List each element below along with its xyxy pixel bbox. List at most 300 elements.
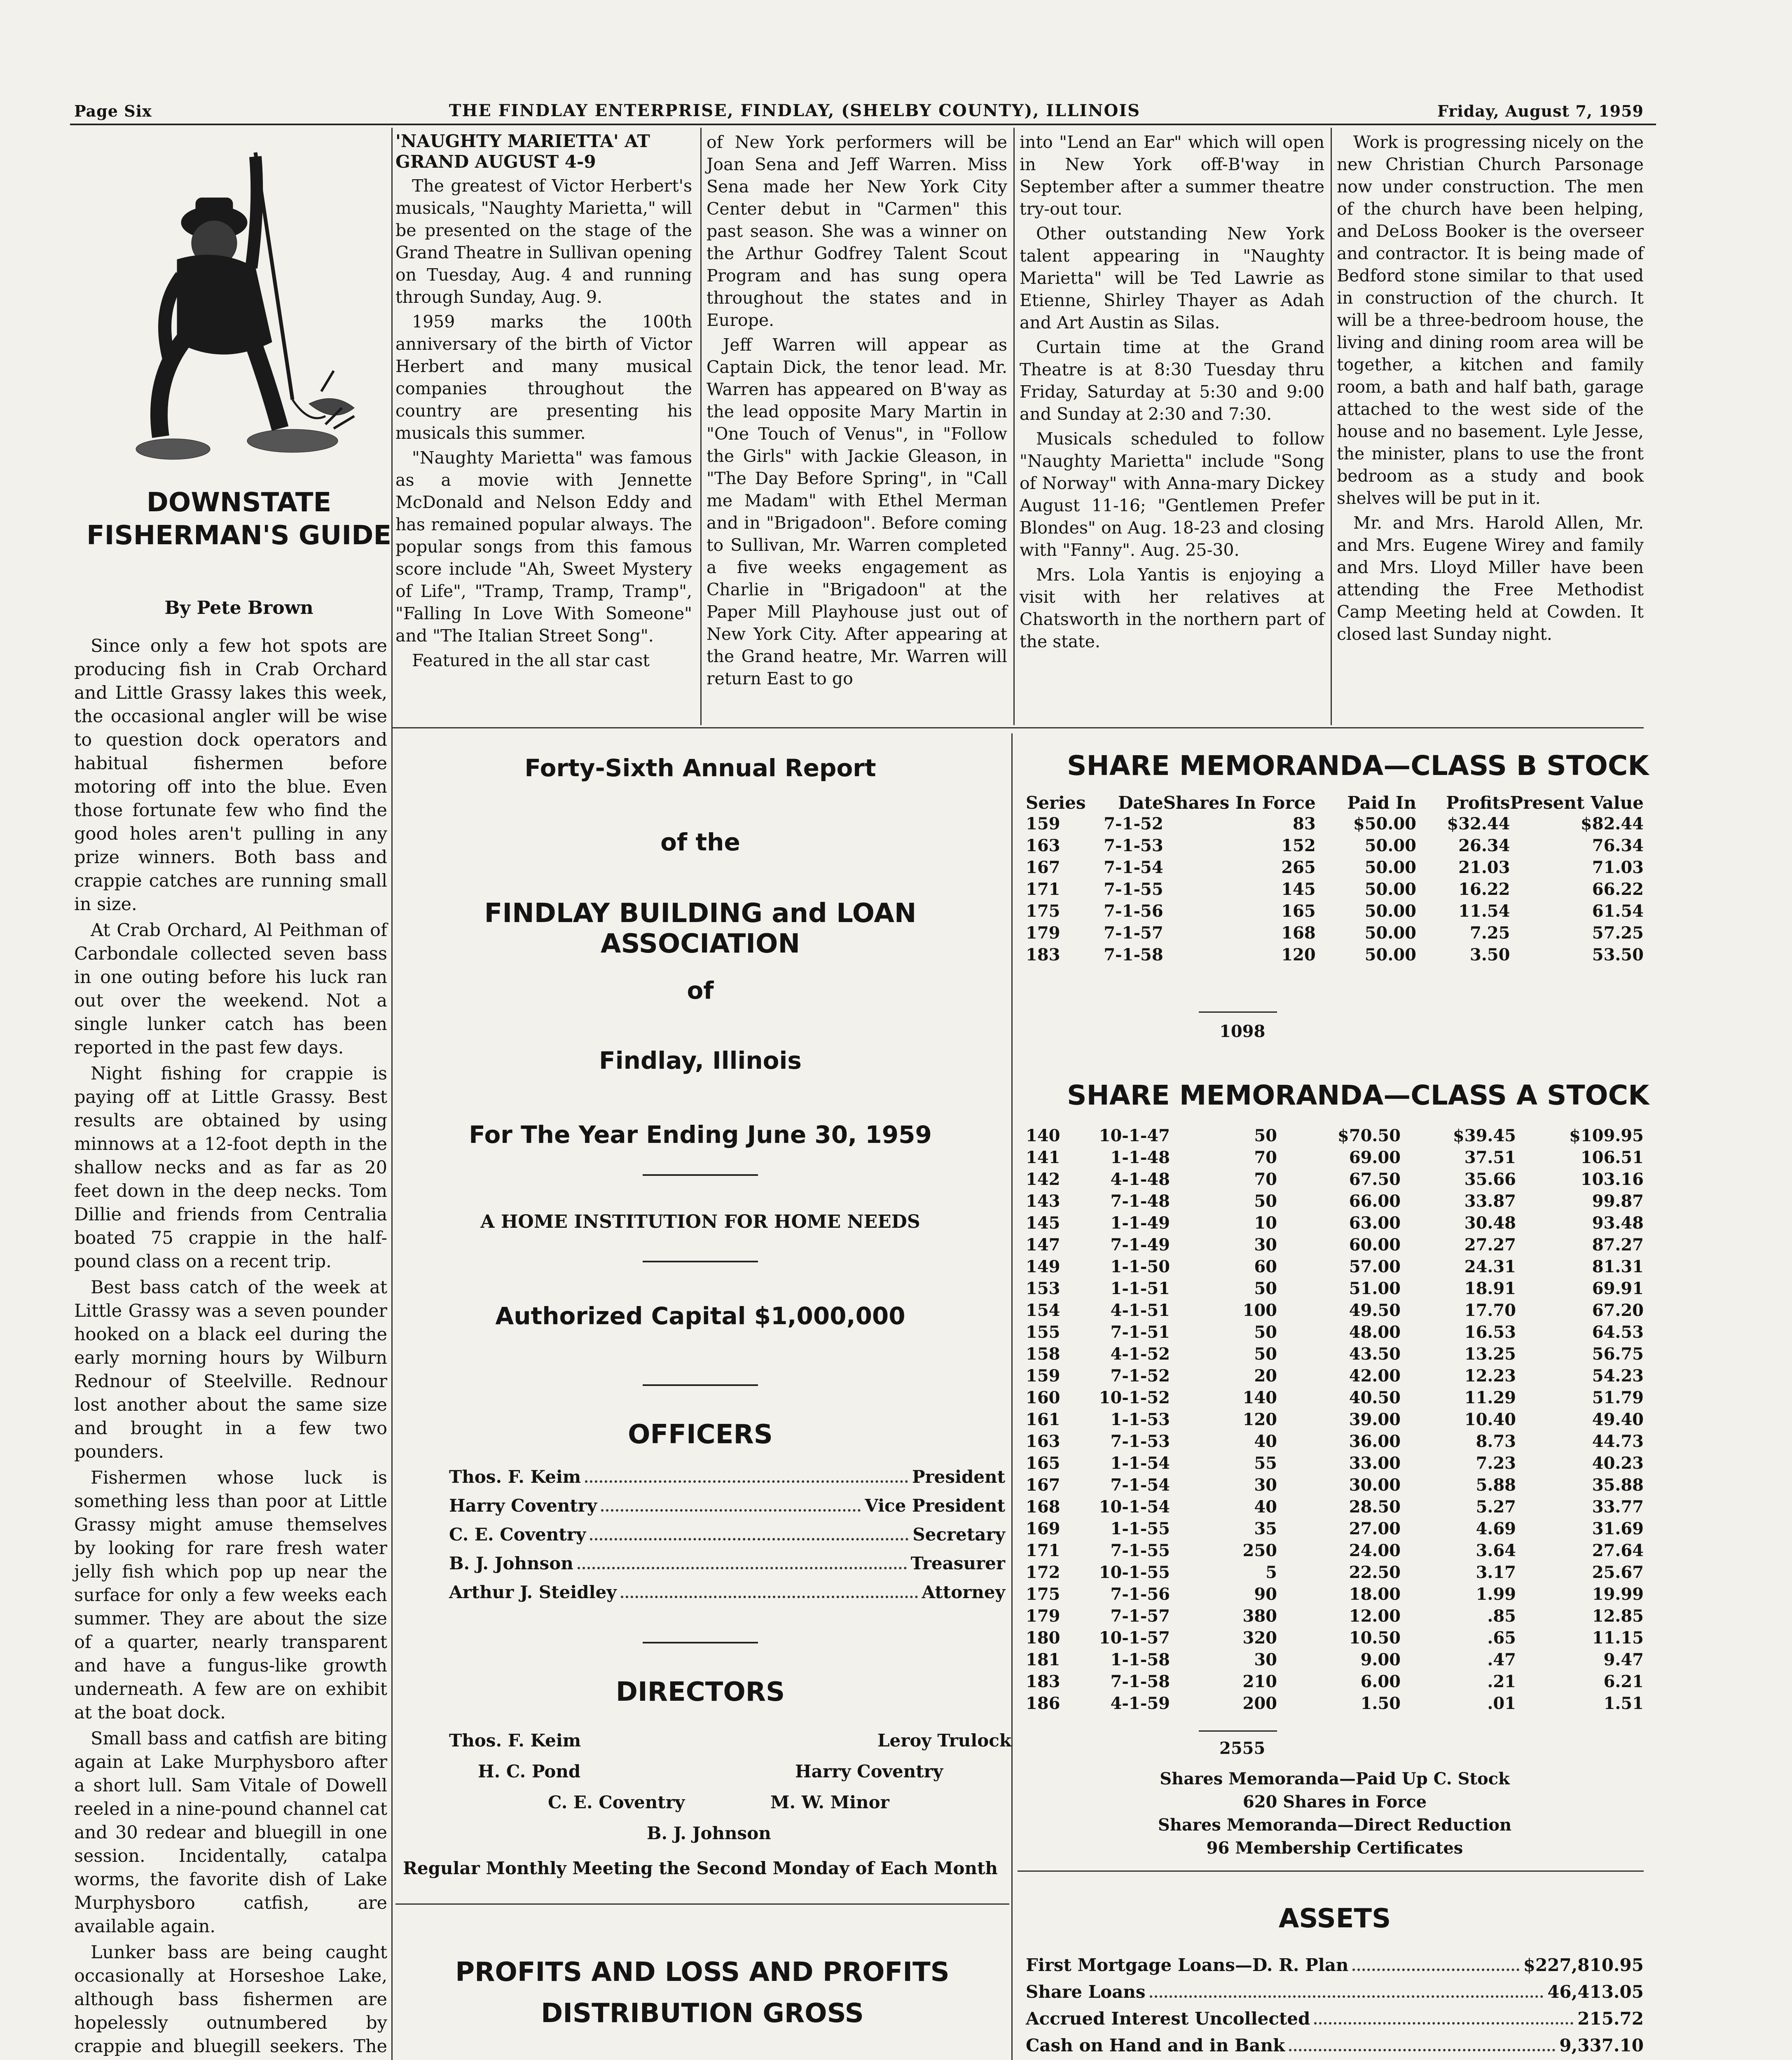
table-cell: 181 <box>1026 1650 1060 1669</box>
table-cell: 154 <box>1026 1301 1060 1320</box>
table-cell: 183 <box>1026 1672 1060 1691</box>
table-row <box>1026 1147 1644 1168</box>
table-cell: 168 <box>1281 923 1316 943</box>
column-rule <box>1331 128 1332 725</box>
table-cell: 40.50 <box>1349 1388 1401 1407</box>
table-cell: .65 <box>1487 1628 1516 1648</box>
table-cell: 16.22 <box>1458 880 1510 899</box>
director-name: M. W. Minor <box>770 1792 889 1812</box>
table-cell: 1-1-48 <box>1110 1148 1170 1167</box>
report-year: For The Year Ending June 30, 1959 <box>469 1121 932 1149</box>
article-paragraph: Night fishing for crappie is paying off at Little Grassy. Best results are obtained by using minnows at a 12-foot depth in the shallow necks and as far as 20 feet down in the deep necks. Tom Dillie and friends from Centralia boated 75 crappie in the half-pound class on a recent trip. <box>74 1063 387 1272</box>
table-cell: 22.50 <box>1349 1563 1401 1582</box>
divider <box>643 1261 758 1262</box>
table-cell: 1-1-49 <box>1110 1213 1170 1233</box>
table-cell: 11.54 <box>1458 901 1510 921</box>
table-cell: 64.53 <box>1592 1323 1644 1342</box>
table-cell: 50.00 <box>1364 945 1416 964</box>
director-name: H. C. Pond <box>478 1761 581 1781</box>
table-cell: 4-1-59 <box>1110 1694 1170 1713</box>
table-row <box>1026 1387 1644 1409</box>
table-cell: 172 <box>1026 1563 1060 1582</box>
memoranda-note: 620 Shares in Force <box>1242 1792 1427 1812</box>
table-cell: 99.87 <box>1592 1192 1644 1211</box>
table-cell: 27.64 <box>1592 1541 1644 1560</box>
profits-title: PROFITS AND LOSS AND PROFITS <box>455 1957 950 1987</box>
table-cell: 10.40 <box>1464 1410 1516 1429</box>
table-cell: 24.31 <box>1464 1257 1516 1276</box>
table-cell: 42.00 <box>1349 1366 1401 1386</box>
article-paragraph: 1959 marks the 100th anniversary of the birth of Victor Herbert and many musical companies throughout the country are presenting his musicals this summer. <box>395 312 692 443</box>
marietta-col-3 <box>1020 131 1324 655</box>
table-cell: 167 <box>1026 1475 1060 1495</box>
table-cell: 61.54 <box>1592 901 1644 921</box>
table-cell: 4-1-48 <box>1110 1170 1170 1189</box>
issue-date: Friday, August 7, 1959 <box>1437 102 1644 120</box>
table-cell: 35 <box>1254 1519 1277 1538</box>
table-cell: 10 <box>1254 1213 1277 1233</box>
table-cell: 50 <box>1254 1323 1277 1342</box>
table-cell: 1-1-55 <box>1110 1519 1170 1538</box>
table-cell: 171 <box>1026 880 1060 899</box>
table-cell: $39.45 <box>1453 1126 1516 1145</box>
row-value: 9,337.10 <box>1559 2035 1644 2055</box>
marietta-headline: 'NAUGHTY MARIETTA' AT GRAND AUGUST 4-9 <box>395 131 650 172</box>
table-cell: 55 <box>1254 1454 1277 1473</box>
table-row <box>1026 857 1644 878</box>
table-row <box>1026 1671 1644 1692</box>
table-row <box>1026 900 1644 922</box>
table-cell: 71.03 <box>1592 858 1644 877</box>
article-paragraph: of New York performers will be Joan Sena and Jeff Warren. Miss Sena made her New York City Center debut in "Carmen" this past season. She was a winner on the Arthur Godfrey Talent Scout Program and has sung opera throughout the states and in Europe. <box>707 132 1007 330</box>
table-cell: 6.21 <box>1603 1672 1644 1691</box>
table-row <box>1026 1649 1644 1671</box>
table-cell: 160 <box>1026 1388 1060 1407</box>
table-cell: 1-1-53 <box>1110 1410 1170 1429</box>
table-cell: 50.00 <box>1364 923 1416 943</box>
report-title: Forty-Sixth Annual Report <box>524 754 876 782</box>
divider <box>643 1384 758 1386</box>
table-cell: 12.00 <box>1349 1606 1401 1626</box>
assets-title: ASSETS <box>1278 1903 1391 1934</box>
table-cell: 200 <box>1242 1694 1277 1713</box>
table-cell: 186 <box>1026 1694 1060 1713</box>
table-cell: 7-1-56 <box>1110 1585 1170 1604</box>
table-cell: 81.31 <box>1592 1257 1644 1276</box>
table-cell: 7-1-55 <box>1110 1541 1170 1560</box>
table-cell: 13.25 <box>1464 1344 1516 1364</box>
table-cell: 11.29 <box>1464 1388 1516 1407</box>
table-cell: 50 <box>1254 1126 1277 1145</box>
table-cell: 60.00 <box>1349 1235 1401 1255</box>
table-cell: 145 <box>1026 1213 1060 1233</box>
director-name: Thos. F. Keim <box>449 1730 581 1751</box>
authorized-capital: Authorized Capital $1,000,000 <box>495 1302 905 1330</box>
table-cell: .21 <box>1487 1672 1516 1691</box>
article-paragraph: Musicals scheduled to follow "Naughty Marietta" include "Song of Norway" with Anna-mary Dickey August 11-16; "Gentlemen Prefer Blondes" on Aug. 18-23 and closing with "Fanny". Aug. 25-30. <box>1020 429 1324 560</box>
table-cell: 7-1-56 <box>1104 901 1163 921</box>
fisherman-illustration <box>78 136 387 478</box>
table-cell: 147 <box>1026 1235 1060 1255</box>
table-row <box>1026 1430 1644 1452</box>
officer-row <box>449 1496 1005 1516</box>
table-cell: 7-1-51 <box>1110 1323 1170 1342</box>
table-cell: 158 <box>1026 1344 1060 1364</box>
table-cell: 1-1-58 <box>1110 1650 1170 1669</box>
table-cell: 66.00 <box>1349 1192 1401 1211</box>
class-b-table <box>1026 791 1644 966</box>
table-cell: 57.25 <box>1592 923 1644 943</box>
article-paragraph: Jeff Warren will appear as Captain Dick, the tenor lead. Mr. Warren has appeared on B'way as the lead opposite Mary Martin in "One Touch of Venus", in "Follow the Girls" with Jackie Gleason, in "The Day Before Spring", in "Call me Madam" with Ethel Merman and in "Brigadoon". Before coming to Sullivan, Mr. Warren completed a five weeks engagement as Charlie in "Brigadoon" at the Paper Mill Playhouse just out of New York City. After appearing at the Grand heatre, Mr. Warren will return East to go <box>707 335 1007 688</box>
table-cell: 10-1-47 <box>1099 1126 1170 1145</box>
table-cell: 163 <box>1026 1432 1060 1451</box>
table-cell: 9.47 <box>1603 1650 1644 1669</box>
table-cell: 24.00 <box>1349 1541 1401 1560</box>
table-cell: 175 <box>1026 901 1060 921</box>
table-cell: 7.25 <box>1470 923 1510 943</box>
director-name: Harry Coventry <box>795 1761 943 1781</box>
officer-name: Arthur J. Steidley <box>449 1582 617 1602</box>
table-row <box>1026 1409 1644 1430</box>
officer-name: C. E. Coventry <box>449 1524 586 1545</box>
officer-row <box>449 1467 1005 1487</box>
table-row <box>1026 1452 1644 1474</box>
column-header: Paid In <box>1347 793 1416 813</box>
table-cell: 155 <box>1026 1323 1060 1342</box>
table-row <box>1026 1365 1644 1387</box>
table-cell: 37.51 <box>1464 1148 1516 1167</box>
table-cell: $109.95 <box>1569 1126 1644 1145</box>
officer-role: Attorney <box>922 1582 1005 1602</box>
table-cell: 7-1-58 <box>1104 945 1163 964</box>
table-cell: 27.00 <box>1349 1519 1401 1538</box>
table-cell: .85 <box>1487 1606 1516 1626</box>
memoranda-note: 96 Membership Certificates <box>1206 1838 1463 1858</box>
article-paragraph: Small bass and catfish are biting again at Lake Murphysboro after a short lull. Sam Vitale of Dowell reeled in a nine-pound channel cat and 30 redear and bluegill in one session. Incidentally, catalpa worms, the favorite dish of Lake Murphysboro catfish, are available again. <box>74 1728 387 1937</box>
table-cell: 265 <box>1281 858 1316 877</box>
column-rule <box>1013 128 1015 725</box>
table-cell: 50.00 <box>1364 858 1416 877</box>
table-cell: 10-1-55 <box>1099 1563 1170 1582</box>
table-cell: 70 <box>1254 1148 1277 1167</box>
table-cell: 50 <box>1254 1279 1277 1298</box>
table-cell: 5 <box>1266 1563 1277 1582</box>
class-a-total: 2555 <box>1219 1739 1266 1758</box>
column-rule <box>391 128 393 2060</box>
column-header: Series <box>1026 793 1086 813</box>
article-paragraph: Since only a few hot spots are producing fish in Crab Orchard and Little Grassy lakes this week, the occasional angler will be wise to question dock operators and habitual fishermen before motoring off into the blue. Even those fortunate few who find the good holes aren't pulling in any prize winners. Both bass and crappie catches are running small in size. <box>74 636 387 915</box>
table-cell: .01 <box>1487 1694 1516 1713</box>
table-cell: 7-1-54 <box>1110 1475 1170 1495</box>
table-cell: 175 <box>1026 1585 1060 1604</box>
table-cell: 66.22 <box>1592 880 1644 899</box>
table-cell: 69.00 <box>1349 1148 1401 1167</box>
officer-name: B. J. Johnson <box>449 1553 573 1573</box>
table-cell: 7-1-52 <box>1104 814 1163 833</box>
table-cell: 50.00 <box>1364 901 1416 921</box>
table-cell: 120 <box>1242 1410 1277 1429</box>
table-cell: 25.67 <box>1592 1563 1644 1582</box>
asset-row <box>1026 2035 1644 2055</box>
table-cell: 26.34 <box>1458 836 1510 855</box>
table-cell: 320 <box>1242 1628 1277 1648</box>
marietta-col-2 <box>707 131 1007 692</box>
table-cell: 1.51 <box>1603 1694 1644 1713</box>
table-cell: 30 <box>1254 1650 1277 1669</box>
table-row <box>1026 1234 1644 1256</box>
officer-role: Treasurer <box>910 1553 1005 1573</box>
table-cell: 6.00 <box>1360 1672 1401 1691</box>
row-label: Share Loans <box>1026 1982 1146 2002</box>
report-of: of the <box>660 828 740 856</box>
asset-row <box>1026 1955 1644 1975</box>
table-row <box>1026 1256 1644 1278</box>
table-cell: 51.79 <box>1592 1388 1644 1407</box>
table-cell: 120 <box>1281 945 1316 964</box>
table-cell: 90 <box>1254 1585 1277 1604</box>
table-cell: 7-1-57 <box>1104 923 1163 943</box>
table-cell: 7-1-55 <box>1104 880 1163 899</box>
table-cell: 57.00 <box>1349 1257 1401 1276</box>
officer-role: Secretary <box>912 1524 1005 1545</box>
table-cell: 145 <box>1281 880 1316 899</box>
officer-name: Thos. F. Keim <box>449 1467 581 1487</box>
article-paragraph: Fishermen whose luck is something less than poor at Little Grassy might amuse themselves by looking for rare fresh water jelly fish which pop up near the surface for only a few weeks each summer. They are about the size of a quarter, nearly transparent and have a fungus-like growth underneath. A few are on exhibit at the boat dock. <box>74 1468 387 1723</box>
table-row <box>1026 1168 1644 1190</box>
table-cell: 7-1-49 <box>1110 1235 1170 1255</box>
class-a-title: SHARE MEMORANDA—CLASS A STOCK <box>1067 1079 1649 1111</box>
director-name: C. E. Coventry <box>548 1792 685 1812</box>
table-cell: 1-1-51 <box>1110 1279 1170 1298</box>
table-cell: 27.27 <box>1464 1235 1516 1255</box>
table-row <box>1026 1583 1644 1605</box>
divider <box>643 1642 758 1643</box>
table-cell: 67.50 <box>1349 1170 1401 1189</box>
masthead-rule <box>70 124 1656 125</box>
table-cell: .47 <box>1487 1650 1516 1669</box>
report-city: Findlay, Illinois <box>599 1046 802 1074</box>
table-cell: 33.87 <box>1464 1192 1516 1211</box>
table-row <box>1026 1343 1644 1365</box>
table-cell: 149 <box>1026 1257 1060 1276</box>
table-row <box>1026 813 1644 835</box>
officer-row <box>449 1582 1005 1602</box>
table-row <box>1026 944 1644 966</box>
row-value: $227,810.95 <box>1523 1955 1644 1975</box>
table-cell: 7.23 <box>1476 1454 1516 1473</box>
class-a-table <box>1026 1125 1644 1714</box>
row-value: 215.72 <box>1577 2008 1644 2029</box>
table-cell: 33.77 <box>1592 1497 1644 1517</box>
table-row <box>1026 922 1644 944</box>
table-cell: 7-1-53 <box>1104 836 1163 855</box>
table-cell: 56.75 <box>1592 1344 1644 1364</box>
table-cell: 1.50 <box>1360 1694 1401 1713</box>
table-cell: 141 <box>1026 1148 1060 1167</box>
table-cell: 18.91 <box>1464 1279 1516 1298</box>
table-cell: 380 <box>1242 1606 1277 1626</box>
table-cell: 7-1-48 <box>1110 1192 1170 1211</box>
divider <box>643 1174 758 1176</box>
table-cell: 1-1-50 <box>1110 1257 1170 1276</box>
table-cell: 100 <box>1242 1301 1277 1320</box>
meeting-notice: Regular Monthly Meeting the Second Monday of Each Month <box>403 1858 998 1878</box>
table-cell: 48.00 <box>1349 1323 1401 1342</box>
table-cell: 50.00 <box>1364 836 1416 855</box>
article-paragraph: Best bass catch of the week at Little Grassy was a seven pounder hooked on a black eel during the early morning hours by Wilburn Rednour of Steelville. Rednour lost another about the same size and brought in a few two pounders. <box>74 1277 387 1462</box>
table-cell: 168 <box>1026 1497 1060 1517</box>
table-cell: $50.00 <box>1353 814 1416 833</box>
table-cell: 152 <box>1281 836 1316 855</box>
table-cell: 159 <box>1026 1366 1060 1386</box>
table-cell: 3.50 <box>1470 945 1510 964</box>
column-rule <box>700 128 702 725</box>
memoranda-note: Shares Memoranda—Direct Reduction <box>1158 1815 1512 1835</box>
table-cell: 210 <box>1242 1672 1277 1691</box>
table-cell: 63.00 <box>1349 1213 1401 1233</box>
table-cell: 161 <box>1026 1410 1060 1429</box>
total-rule <box>1199 1011 1277 1013</box>
table-cell: 50.00 <box>1364 880 1416 899</box>
table-row <box>1026 1627 1644 1649</box>
table-cell: 50 <box>1254 1192 1277 1211</box>
table-cell: 16.53 <box>1464 1323 1516 1342</box>
table-cell: 3.17 <box>1476 1563 1516 1582</box>
table-cell: 10.50 <box>1349 1628 1401 1648</box>
article-paragraph: Lunker bass are being caught occasionally at Horseshoe Lake, although bass fishermen are hopelessly outnumbered by crappie and bluegill seekers. The <box>74 1942 387 2057</box>
table-row <box>1026 1321 1644 1343</box>
table-cell: 93.48 <box>1592 1213 1644 1233</box>
table-cell: 165 <box>1281 901 1316 921</box>
table-cell: 53.50 <box>1592 945 1644 964</box>
table-cell: 7-1-54 <box>1104 858 1163 877</box>
table-cell: 54.23 <box>1592 1366 1644 1386</box>
column-header: Shares In Force <box>1163 793 1316 813</box>
article-paragraph: Work is progressing nicely on the new Christian Church Parsonage now under construction. The men of the church have been helping, and DeLoss Booker is the overseer and contractor. It is being made of Bedford stone similar to that used in construction of the church. It will be a three-bedroom house, the living and dining room area will be together, a kitchen and family room, a bath and half bath, garage attached to the west side of the house and no basement. Lyle Jesse, the minister, plans to use the front bedroom as a study and book shelves will be put in it. <box>1337 132 1644 508</box>
officer-name: Harry Coventry <box>449 1496 597 1516</box>
table-cell: 103.16 <box>1580 1170 1644 1189</box>
report-of-2: of <box>687 976 714 1004</box>
table-cell: 9.00 <box>1360 1650 1401 1669</box>
table-row <box>1026 1125 1644 1147</box>
table-cell: 106.51 <box>1580 1148 1644 1167</box>
table-cell: 159 <box>1026 814 1060 833</box>
table-cell: $82.44 <box>1580 814 1644 833</box>
table-cell: 11.15 <box>1592 1628 1644 1648</box>
table-cell: 143 <box>1026 1192 1060 1211</box>
table-row <box>1026 1540 1644 1561</box>
table-cell: 4.69 <box>1476 1519 1516 1538</box>
director-name: Leroy Trulock <box>877 1730 1011 1751</box>
table-cell: 5.88 <box>1476 1475 1516 1495</box>
article-paragraph: Curtain time at the Grand Theatre is at 8:30 Tuesday thru Friday, Saturday at 5:30 and 9:00 and Sunday at 2:30 and 7:30. <box>1020 337 1324 424</box>
row-label: Cash on Hand and in Bank <box>1026 2035 1285 2055</box>
table-cell: 18.00 <box>1349 1585 1401 1604</box>
directors-title: DIRECTORS <box>615 1677 785 1707</box>
table-row <box>1026 1278 1644 1299</box>
table-cell: 36.00 <box>1349 1432 1401 1451</box>
table-cell: 12.85 <box>1592 1606 1644 1626</box>
table-cell: 43.50 <box>1349 1344 1401 1364</box>
table-cell: 10-1-57 <box>1099 1628 1170 1648</box>
director-name: B. J. Johnson <box>647 1823 771 1843</box>
table-cell: 30.00 <box>1349 1475 1401 1495</box>
table-row <box>1026 878 1644 900</box>
table-cell: 12.23 <box>1464 1366 1516 1386</box>
table-row <box>1026 1212 1644 1234</box>
article-paragraph: "Naughty Marietta" was famous as a movie with Jennette McDonald and Nelson Eddy and has remained popular always. The popular songs from this famous score include "Ah, Sweet Mystery of Life", "Tramp, Tramp, Tramp", "Falling In Love With Someone" and "The Italian Street Song". <box>395 448 692 646</box>
church-article <box>1337 131 1644 648</box>
table-cell: 50 <box>1254 1344 1277 1364</box>
memoranda-note: Shares Memoranda—Paid Up C. Stock <box>1160 1769 1510 1788</box>
fisherman-byline: By Pete Brown <box>164 597 313 618</box>
table-cell: 167 <box>1026 858 1060 877</box>
table-cell: 49.50 <box>1349 1301 1401 1320</box>
asset-row <box>1026 2008 1644 2029</box>
article-paragraph: At Crab Orchard, Al Peithman of Carbondale collected seven bass in one outing before his luck ran out over the weekend. Not a single lunker catch has been reported in the past few days. <box>74 920 387 1058</box>
table-cell: 31.69 <box>1592 1519 1644 1538</box>
table-cell: 35.66 <box>1464 1170 1516 1189</box>
table-cell: 30 <box>1254 1235 1277 1255</box>
fisherman-guide-title: DOWNSTATE FISHERMAN'S GUIDE <box>86 487 392 551</box>
table-cell: 179 <box>1026 923 1060 943</box>
table-cell: 7-1-57 <box>1110 1606 1170 1626</box>
table-cell: 19.99 <box>1592 1585 1644 1604</box>
table-cell: 35.88 <box>1592 1475 1644 1495</box>
officer-role: President <box>912 1467 1005 1487</box>
table-row <box>1026 1299 1644 1321</box>
table-cell: 165 <box>1026 1454 1060 1473</box>
table-cell: 7-1-52 <box>1110 1366 1170 1386</box>
table-cell: 17.70 <box>1464 1301 1516 1320</box>
table-cell: 153 <box>1026 1279 1060 1298</box>
table-cell: 4-1-52 <box>1110 1344 1170 1364</box>
table-row <box>1026 1474 1644 1496</box>
table-row <box>1026 835 1644 857</box>
class-b-title: SHARE MEMORANDA—CLASS B STOCK <box>1067 750 1649 782</box>
table-cell: 179 <box>1026 1606 1060 1626</box>
table-cell: 76.34 <box>1592 836 1644 855</box>
table-cell: 3.64 <box>1476 1541 1516 1560</box>
table-cell: 7-1-53 <box>1110 1432 1170 1451</box>
row-label: Accrued Interest Uncollected <box>1026 2008 1310 2029</box>
table-cell: 83 <box>1293 814 1316 833</box>
fisherman-article <box>74 634 387 2060</box>
table-cell: 20 <box>1254 1366 1277 1386</box>
asset-row <box>1026 1982 1644 2002</box>
table-cell: 4-1-51 <box>1110 1301 1170 1320</box>
table-cell: 180 <box>1026 1628 1060 1648</box>
total-rule <box>1199 1730 1277 1732</box>
table-cell: 142 <box>1026 1170 1060 1189</box>
table-cell: 183 <box>1026 945 1060 964</box>
row-label: First Mortgage Loans—D. R. Plan <box>1026 1955 1349 1975</box>
table-row <box>1026 1496 1644 1518</box>
table-cell: 1.99 <box>1476 1585 1516 1604</box>
officer-row <box>449 1553 1005 1573</box>
table-cell: 171 <box>1026 1541 1060 1560</box>
table-cell: 140 <box>1242 1388 1277 1407</box>
article-paragraph: into "Lend an Ear" which will open in New York off-B'way in September after a summer theatre try-out tour. <box>1020 132 1324 219</box>
table-cell: 39.00 <box>1349 1410 1401 1429</box>
table-cell: 40.23 <box>1592 1454 1644 1473</box>
section-rule <box>1018 1870 1644 1872</box>
table-cell: 30.48 <box>1464 1213 1516 1233</box>
table-cell: $70.50 <box>1337 1126 1401 1145</box>
table-cell: 10-1-54 <box>1099 1497 1170 1517</box>
article-paragraph: Mr. and Mrs. Harold Allen, Mr. and Mrs. Eugene Wirey and family and Mrs. Lloyd Miller have been attending the Free Methodist Camp Meeting held at Cowden. It closed last Sunday night. <box>1337 513 1644 644</box>
table-cell: 87.27 <box>1592 1235 1644 1255</box>
